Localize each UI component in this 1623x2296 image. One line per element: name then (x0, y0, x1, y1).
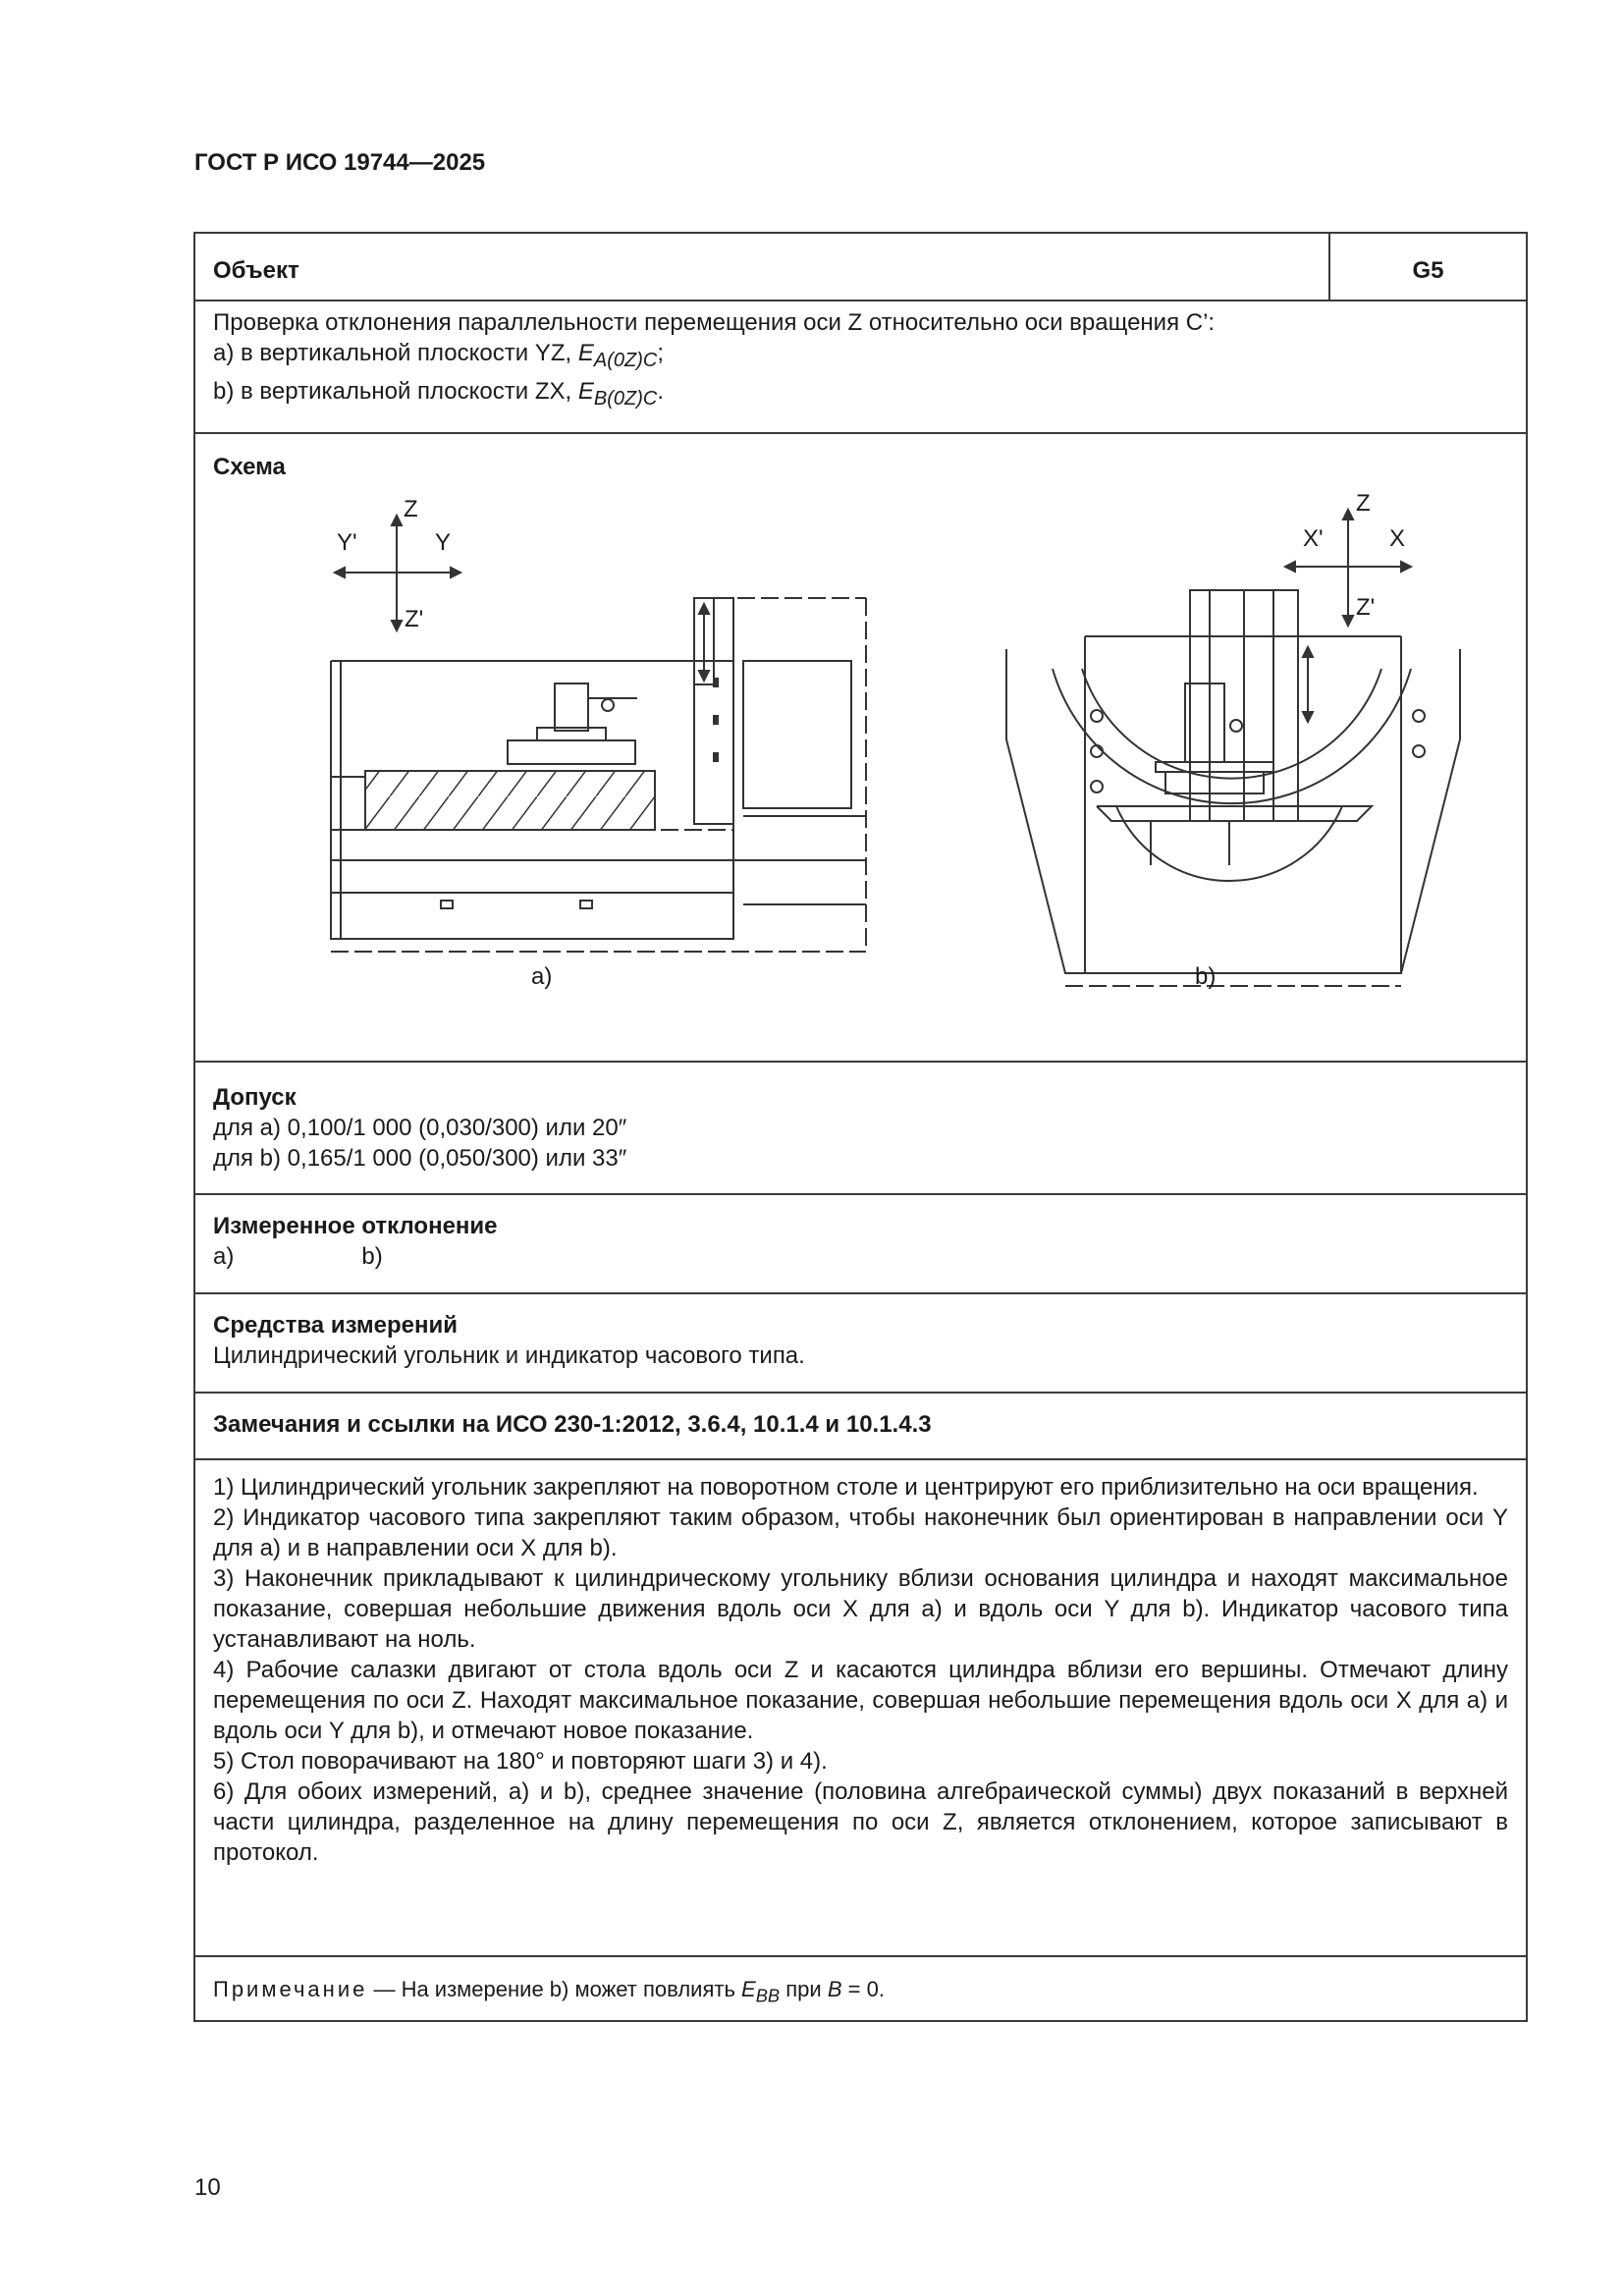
diagram-a-caption: a) (531, 963, 553, 990)
step-4: 4) Рабочие салазки двигают от стола вдоль оси Z и касаются цилиндра вблизи его вершины. Отмечают длину перемещения по оси Z. Находят максимальное показание, совершая небольшие перемещения вдоль оси X для a) и вдоль оси Y для b), и отмечают новое показание. (213, 1657, 1508, 1744)
step-3: 3) Наконечник прикладывают к цилиндрическому угольнику вблизи основания цилиндра и находят максимальное показание, совершая небольшие движения вдоль оси X для a) и вдоль оси Y для b). Индикатор часового типа устанавливают на ноль. (213, 1565, 1509, 1653)
instruments-cell (194, 1293, 1527, 1393)
step-5: 5) Стол поворачивают на 180° и повторяют шаги 3) и 4). (213, 1748, 828, 1775)
diagram-b-axis-z-neg: Z' (1356, 594, 1376, 621)
scheme-drawing (213, 482, 1509, 1012)
measured-cell (194, 1194, 1527, 1293)
note-label: Примечание (213, 1977, 368, 2001)
diagram-b-axis-x: X (1389, 525, 1406, 552)
note-cell: Примечание — На измерение b) может повлиять $E_{BB}$ при B = 0. (194, 1956, 1527, 2021)
measured-values (213, 1241, 1508, 1272)
object-item-b: b) в вертикальной плоскости ZX, $E_{B(0Z)C}$. (213, 377, 664, 410)
tolerance-line-b: для b) 0,165/1 000 (0,050/300) или 33″ (213, 1145, 627, 1172)
tolerance-line-a: для a) 0,100/1 000 (0,030/300) или 20″ (213, 1115, 627, 1141)
test-sheet-table (193, 232, 1528, 2022)
diagram-a-axis-y: Y (435, 529, 452, 556)
test-code: G5 (1329, 233, 1527, 301)
object-description: Проверка отклонения параллельности перемещения оси Z относительно оси вращения C’: (213, 309, 1216, 336)
step-6: 6) Для обоих измерений, a) и b), среднее значение (половина алгебраической суммы) двух показаний в верхней части цилиндра, разделенное на длину перемещения по оси Z, является отклонением, которое записывают в протокол. (213, 1778, 1508, 1866)
step-1: 1) Цилиндрический угольник закрепляют на поворотном столе и центрируют его приблизительно на оси вращения. (213, 1474, 1479, 1501)
object-item-a: a) в вертикальной плоскости YZ, $E_{A(0Z)C}$; (213, 340, 664, 371)
object-heading-cell (194, 233, 1329, 301)
scheme-cell (194, 433, 1527, 1062)
instruments-text: Цилиндрический угольник и индикатор часового типа. (213, 1342, 805, 1369)
diagram-b-caption: b) (1195, 963, 1217, 990)
object-heading: Объект (213, 257, 299, 284)
scheme-diagrams (213, 482, 1508, 1012)
instruments-heading: Средства измерений (213, 1312, 459, 1339)
measured-heading: Измеренное отклонение (213, 1213, 498, 1239)
diagram-a-axis-z: Z (404, 496, 418, 522)
remarks-heading: Замечания и ссылки на ИСО 230-1:2012, 3.6.4, 10.1.4 и 10.1.4.3 (213, 1411, 932, 1438)
object-description-cell (194, 301, 1527, 433)
measured-label-b: b) (361, 1243, 383, 1270)
tolerance-heading: Допуск (213, 1084, 297, 1111)
document-title: ГОСТ Р ИСО 19744—2025 (194, 149, 486, 176)
diagram-a (331, 516, 866, 952)
steps-cell (194, 1459, 1527, 1956)
diagram-b (1006, 510, 1460, 986)
measured-label-a: a) (213, 1243, 235, 1270)
step-2: 2) Индикатор часового типа закрепляют таким образом, чтобы наконечник был ориентирован в направлении оси Y для a) и в направлении оси X для b). (213, 1504, 1508, 1561)
scheme-heading: Схема (213, 454, 286, 480)
diagram-b-axis-x-neg: X' (1303, 525, 1324, 552)
remarks-cell (194, 1393, 1527, 1459)
page-number: 10 (194, 2174, 221, 2201)
diagram-a-axis-y-neg: Y' (337, 529, 357, 556)
diagram-a-axis-z-neg: Z' (405, 606, 424, 632)
diagram-b-axis-z: Z (1356, 490, 1371, 517)
tolerance-cell (194, 1062, 1527, 1194)
